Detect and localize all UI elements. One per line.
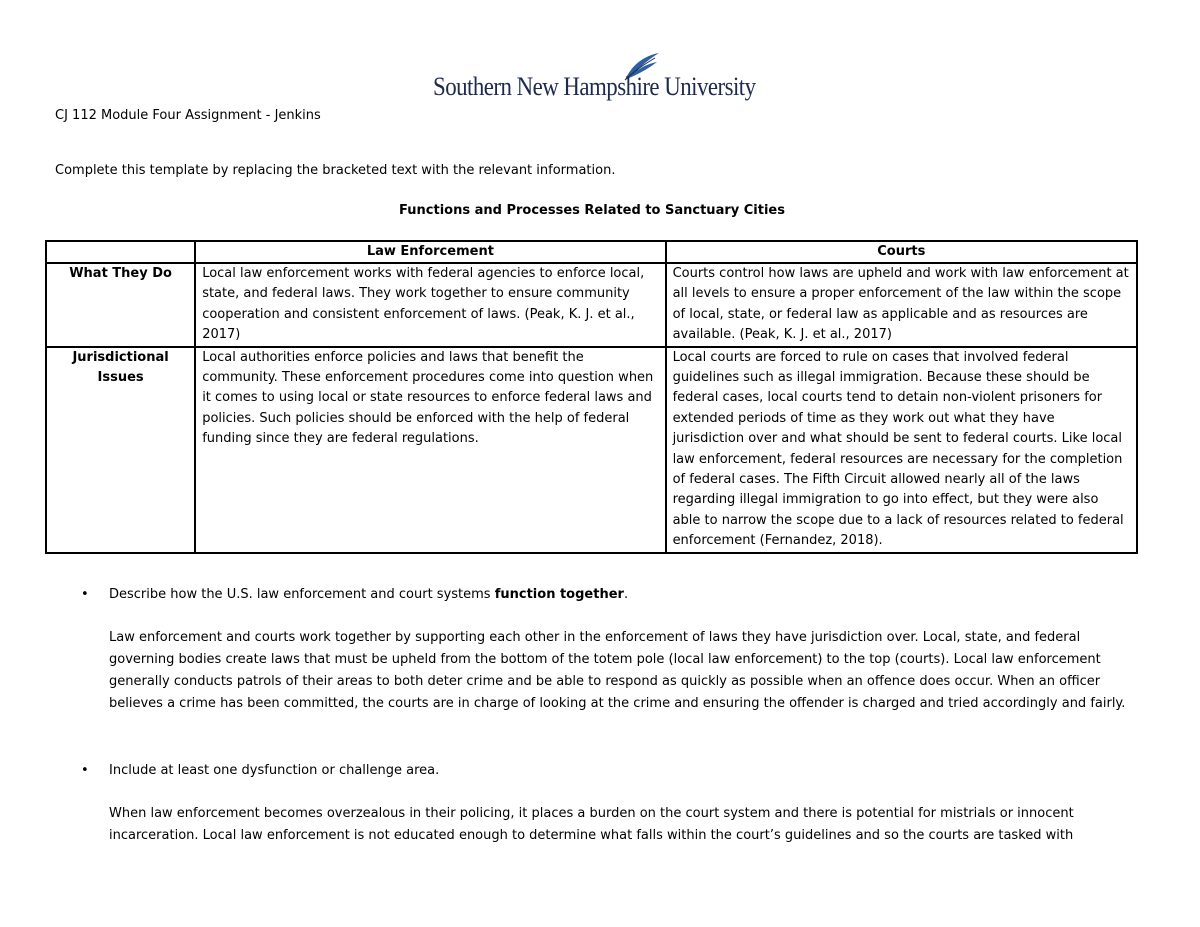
column-header-courts: Courts bbox=[666, 241, 1137, 263]
bullet-response: When law enforcement becomes overzealous in their policing, it places a burden on the court system and there is potential for mistrials or innocent incarceration. Local law enforcement is not educated enough to determine what falls within the court’s guidelines and so the courts are tasked with bbox=[109, 806, 1074, 843]
column-header-blank bbox=[46, 241, 195, 263]
bullet-marker: • bbox=[81, 587, 89, 602]
row-header-jurisdictional-issues: Jurisdictional Issues bbox=[46, 347, 195, 553]
functions-table bbox=[45, 240, 1138, 554]
bullet-prompt bbox=[109, 587, 628, 603]
cell-courts-jurisdictional: Local courts are forced to rule on cases that involved federal guidelines such as illegal immigration. Because these should be federal cases, local courts tend to detain non-violent prisoners for extended periods of time as they work out what they have jurisdiction over and what should be sent to federal courts. Like local law enforcement, federal resources are necessary for the completion of federal cases. The Fifth Circuit allowed nearly all of the laws regarding illegal immigration to go into effect, but they were also able to narrow the scope due to a lack of resources related to federal enforcement (Fernandez, 2018). bbox=[666, 347, 1137, 553]
bullet-prompt-text: Include at least one dysfunction or challenge area. bbox=[109, 763, 440, 778]
bullet-prompt-text: Describe how the U.S. law enforcement and court systems bbox=[109, 587, 495, 602]
table-row bbox=[46, 347, 1137, 553]
table-header-row bbox=[46, 241, 1137, 263]
assignment-title: CJ 112 Module Four Assignment - Jenkins bbox=[55, 108, 321, 123]
university-logo bbox=[433, 52, 769, 102]
cell-law-enforcement-jurisdictional: Local authorities enforce policies and laws that benefit the community. These enforcement procedures come into question when it comes to using local or state resources to enforce federal laws and policies. Such policies should be enforced with the help of federal funding since they are federal regulations. bbox=[195, 347, 665, 553]
bullet-prompt bbox=[109, 763, 439, 779]
cell-law-enforcement-what-they-do: Local law enforcement works with federal agencies to enforce local, state, and federal laws. They work together to ensure community cooperation and consistent enforcement of laws. (Peak, K. J. et al., 2017) bbox=[195, 263, 665, 347]
cell-courts-what-they-do: Courts control how laws are upheld and work with law enforcement at all levels to ensure a proper enforcement of the law within the scope of local, state, or federal law as applicable and as resources are available. (Peak, K. J. et al., 2017) bbox=[666, 263, 1137, 347]
university-name: Southern New Hampshire University bbox=[433, 72, 756, 101]
instructions-text: Complete this template by replacing the bracketed text with the relevant information. bbox=[55, 163, 616, 178]
bullet-response: Law enforcement and courts work together by supporting each other in the enforcement of laws they have jurisdiction over. Local, state, and federal governing bodies create laws that must be upheld from the bottom of the totem pole (local law enforcement) to the top (courts). Local law enforcement generally conducts patrols of their areas to both deter crime and be able to respond as quickly as possible when an offence does occur. When an officer believes a crime has been committed, the courts are in charge of looking at the crime and ensuring the offender is charged and tried accordingly and fairly. bbox=[109, 630, 1126, 711]
bullet-marker: • bbox=[81, 763, 89, 778]
table-row bbox=[46, 263, 1137, 347]
table-caption: Functions and Processes Related to Sanctuary Cities bbox=[399, 203, 785, 218]
bullet-prompt-end: . bbox=[623, 587, 629, 602]
row-header-what-they-do: What They Do bbox=[46, 263, 195, 347]
column-header-law-enforcement: Law Enforcement bbox=[195, 241, 665, 263]
bullet-prompt-emphasis: function together bbox=[494, 587, 624, 602]
